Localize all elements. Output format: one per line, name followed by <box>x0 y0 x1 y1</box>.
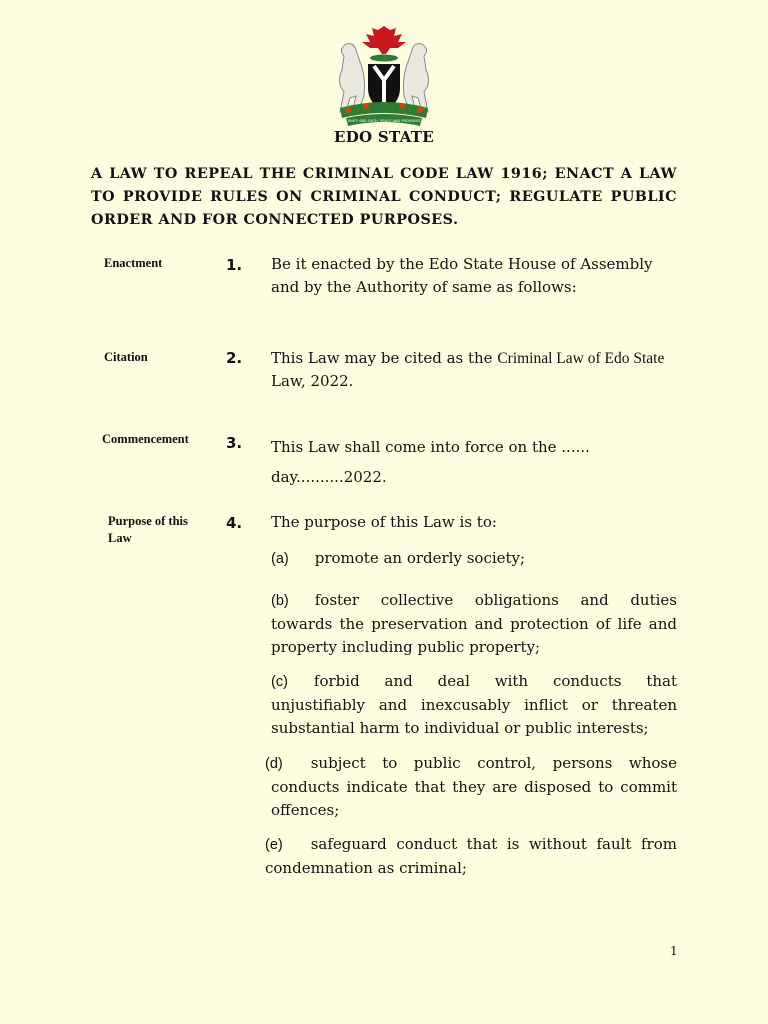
text-line: substantial harm to individual or public interests; <box>271 719 649 737</box>
list-item <box>271 589 677 659</box>
margin-note-citation: Citation <box>104 350 148 364</box>
section-number: 4. <box>226 514 243 532</box>
margin-note-line: Law <box>108 531 132 545</box>
svg-text:UNITY AND FAITH, PEACE AND PRO: UNITY AND FAITH, PEACE AND PROGRESS <box>347 119 421 123</box>
section-intro: The purpose of this Law is to: <box>271 513 497 531</box>
list-item <box>265 833 677 880</box>
law-title <box>91 163 677 232</box>
text-line: promote an orderly society; <box>314 549 526 567</box>
text-line: This Law shall come into force on the ...... <box>271 438 590 456</box>
text-line: and by the Authority of same as follows: <box>271 278 577 296</box>
list-item <box>271 547 525 571</box>
item-label: (a) <box>271 551 289 567</box>
item-label: (e) <box>265 837 283 853</box>
text-line: (e) safeguard conduct that is without fault from <box>265 835 677 853</box>
text-line: day..........2022. <box>271 468 387 486</box>
item-label: (d) <box>265 756 283 772</box>
text-line: (b) foster collective obligations and duties <box>271 591 677 609</box>
law-title-line: ORDER AND FOR CONNECTED PURPOSES. <box>91 212 459 228</box>
section-text <box>271 432 590 492</box>
text-line: towards the preservation and protection of life and <box>271 615 677 633</box>
law-name: Criminal Law of Edo State <box>497 350 665 367</box>
margin-note-enactment: Enactment <box>104 256 163 270</box>
text-line: Law, 2022. <box>271 372 354 390</box>
text-line: (d) subject to public control, persons whose <box>265 754 677 772</box>
section-text <box>271 253 653 299</box>
section-number: 3. <box>226 434 243 452</box>
text-span: This Law may be cited as the <box>271 349 498 367</box>
text-line: unjustifiably and inexcusably inflict or threaten <box>271 696 677 714</box>
text-line: (c) forbid and deal with conducts that <box>271 672 677 690</box>
text-line: condemnation as criminal; <box>265 859 467 877</box>
section-number: 1. <box>226 256 243 274</box>
margin-note-line: Purpose of this <box>108 514 188 528</box>
section-number: 2. <box>226 349 243 367</box>
text-line: Be it enacted by the Edo State House of Assembly <box>271 255 653 273</box>
page-number: 1 <box>670 944 678 958</box>
margin-note-purpose <box>108 513 188 547</box>
law-title-line: A LAW TO REPEAL THE CRIMINAL CODE LAW 1916; ENACT A LAW <box>91 166 677 182</box>
item-label: (c) <box>271 674 288 690</box>
text-line: offences; <box>271 801 340 819</box>
list-item <box>271 670 677 740</box>
law-title-line: TO PROVIDE RULES ON CRIMINAL CONDUCT; REGULATE PUBLIC <box>91 189 677 205</box>
section-text <box>271 347 664 393</box>
text-line <box>271 347 664 370</box>
margin-note-commencement: Commencement <box>102 432 189 446</box>
text-line: conducts indicate that they are disposed to commit <box>271 778 677 796</box>
state-name: EDO STATE <box>333 128 435 146</box>
item-label: (b) <box>271 593 289 609</box>
coat-of-arms-icon <box>326 26 442 130</box>
text-line: property including public property; <box>271 638 541 656</box>
list-item <box>265 752 677 822</box>
